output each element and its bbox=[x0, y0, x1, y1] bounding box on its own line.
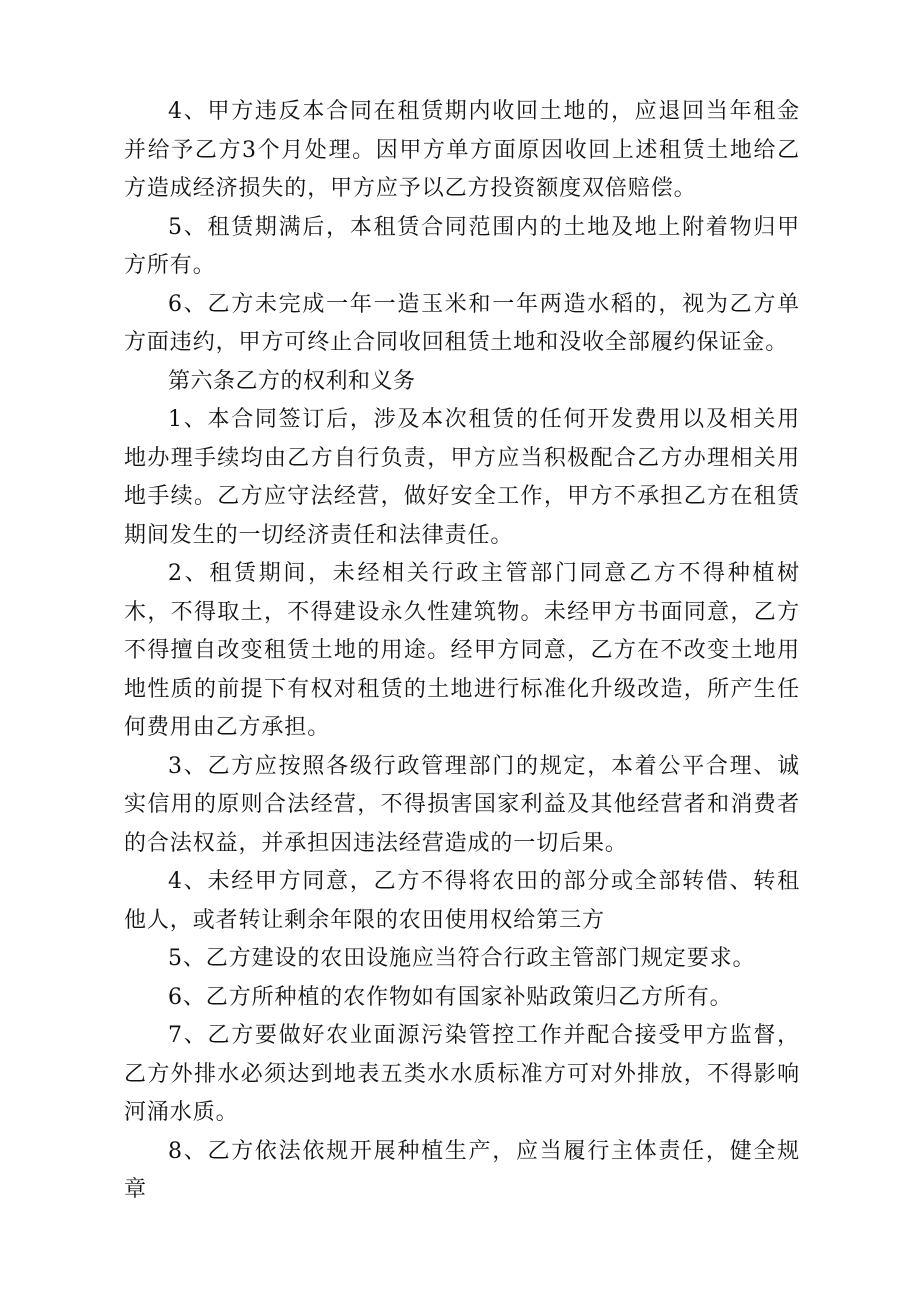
clause-6-4: 4、未经甲方同意，乙方不得将农田的部分或全部转借、转租他人，或者转让剩余年限的农田使用权给第三方 bbox=[124, 869, 800, 933]
clause-6-5: 5、乙方建设的农田设施应当符合行政主管部门规定要求。 bbox=[168, 946, 756, 971]
section-heading: 第六条乙方的权利和义务 bbox=[168, 368, 416, 394]
clause-6-2: 2、租赁期间，未经相关行政主管部门同意乙方不得种植树木，不得取土，不得建设永久性建筑物。未经甲方书面同意，乙方不得擅自改变租赁土地的用途。经甲方同意，乙方在不改变土地用地性质的前提下有权对租赁的土地进行标准化升级改造，所产生任何费用由乙方承担。 bbox=[124, 561, 800, 740]
clause-6-7: 7、乙方要做好农业面源污染管控工作并配合接受甲方监督，乙方外排水必须达到地表五类水水质标准方可对外排放，不得影响河涌水质。 bbox=[124, 1023, 800, 1125]
clause-6-1: 1、本合同签订后，涉及本次租赁的任何开发费用以及相关用地办理手续均由乙方自行负责，甲方应当积极配合乙方办理相关用地手续。乙方应守法经营，做好安全工作，甲方不承担乙方在租赁期间发生的一切经济责任和法律责任。 bbox=[124, 407, 800, 548]
clause-6-6: 6、乙方所种植的农作物如有国家补贴政策归乙方所有。 bbox=[168, 984, 733, 1010]
clause-5-4: 4、甲方违反本合同在租赁期内收回土地的，应退回当年租金并给予乙方3个月处理。因甲方单方面原因收回上述租赁土地给乙方造成经济损失的，甲方应予以乙方投资额度双倍赔偿。 bbox=[124, 99, 800, 201]
clause-6-8: 8、乙方依法依规开展种植生产，应当履行主体责任，健全规章 bbox=[124, 1138, 800, 1202]
document-page bbox=[124, 93, 800, 1210]
clause-6-3: 3、乙方应按照各级行政管理部门的规定，本着公平合理、诚实信用的原则合法经营，不得损害国家利益及其他经营者和消费者的合法权益，并承担因违法经营造成的一切后果。 bbox=[124, 753, 800, 856]
clause-5-5: 5、租赁期满后，本租赁合同范围内的土地及地上附着物归甲方所有。 bbox=[124, 214, 800, 278]
clause-5-6: 6、乙方未完成一年一造玉米和一年两造水稻的，视为乙方单方面违约，甲方可终止合同收回租赁土地和没收全部履约保证金。 bbox=[124, 291, 800, 355]
